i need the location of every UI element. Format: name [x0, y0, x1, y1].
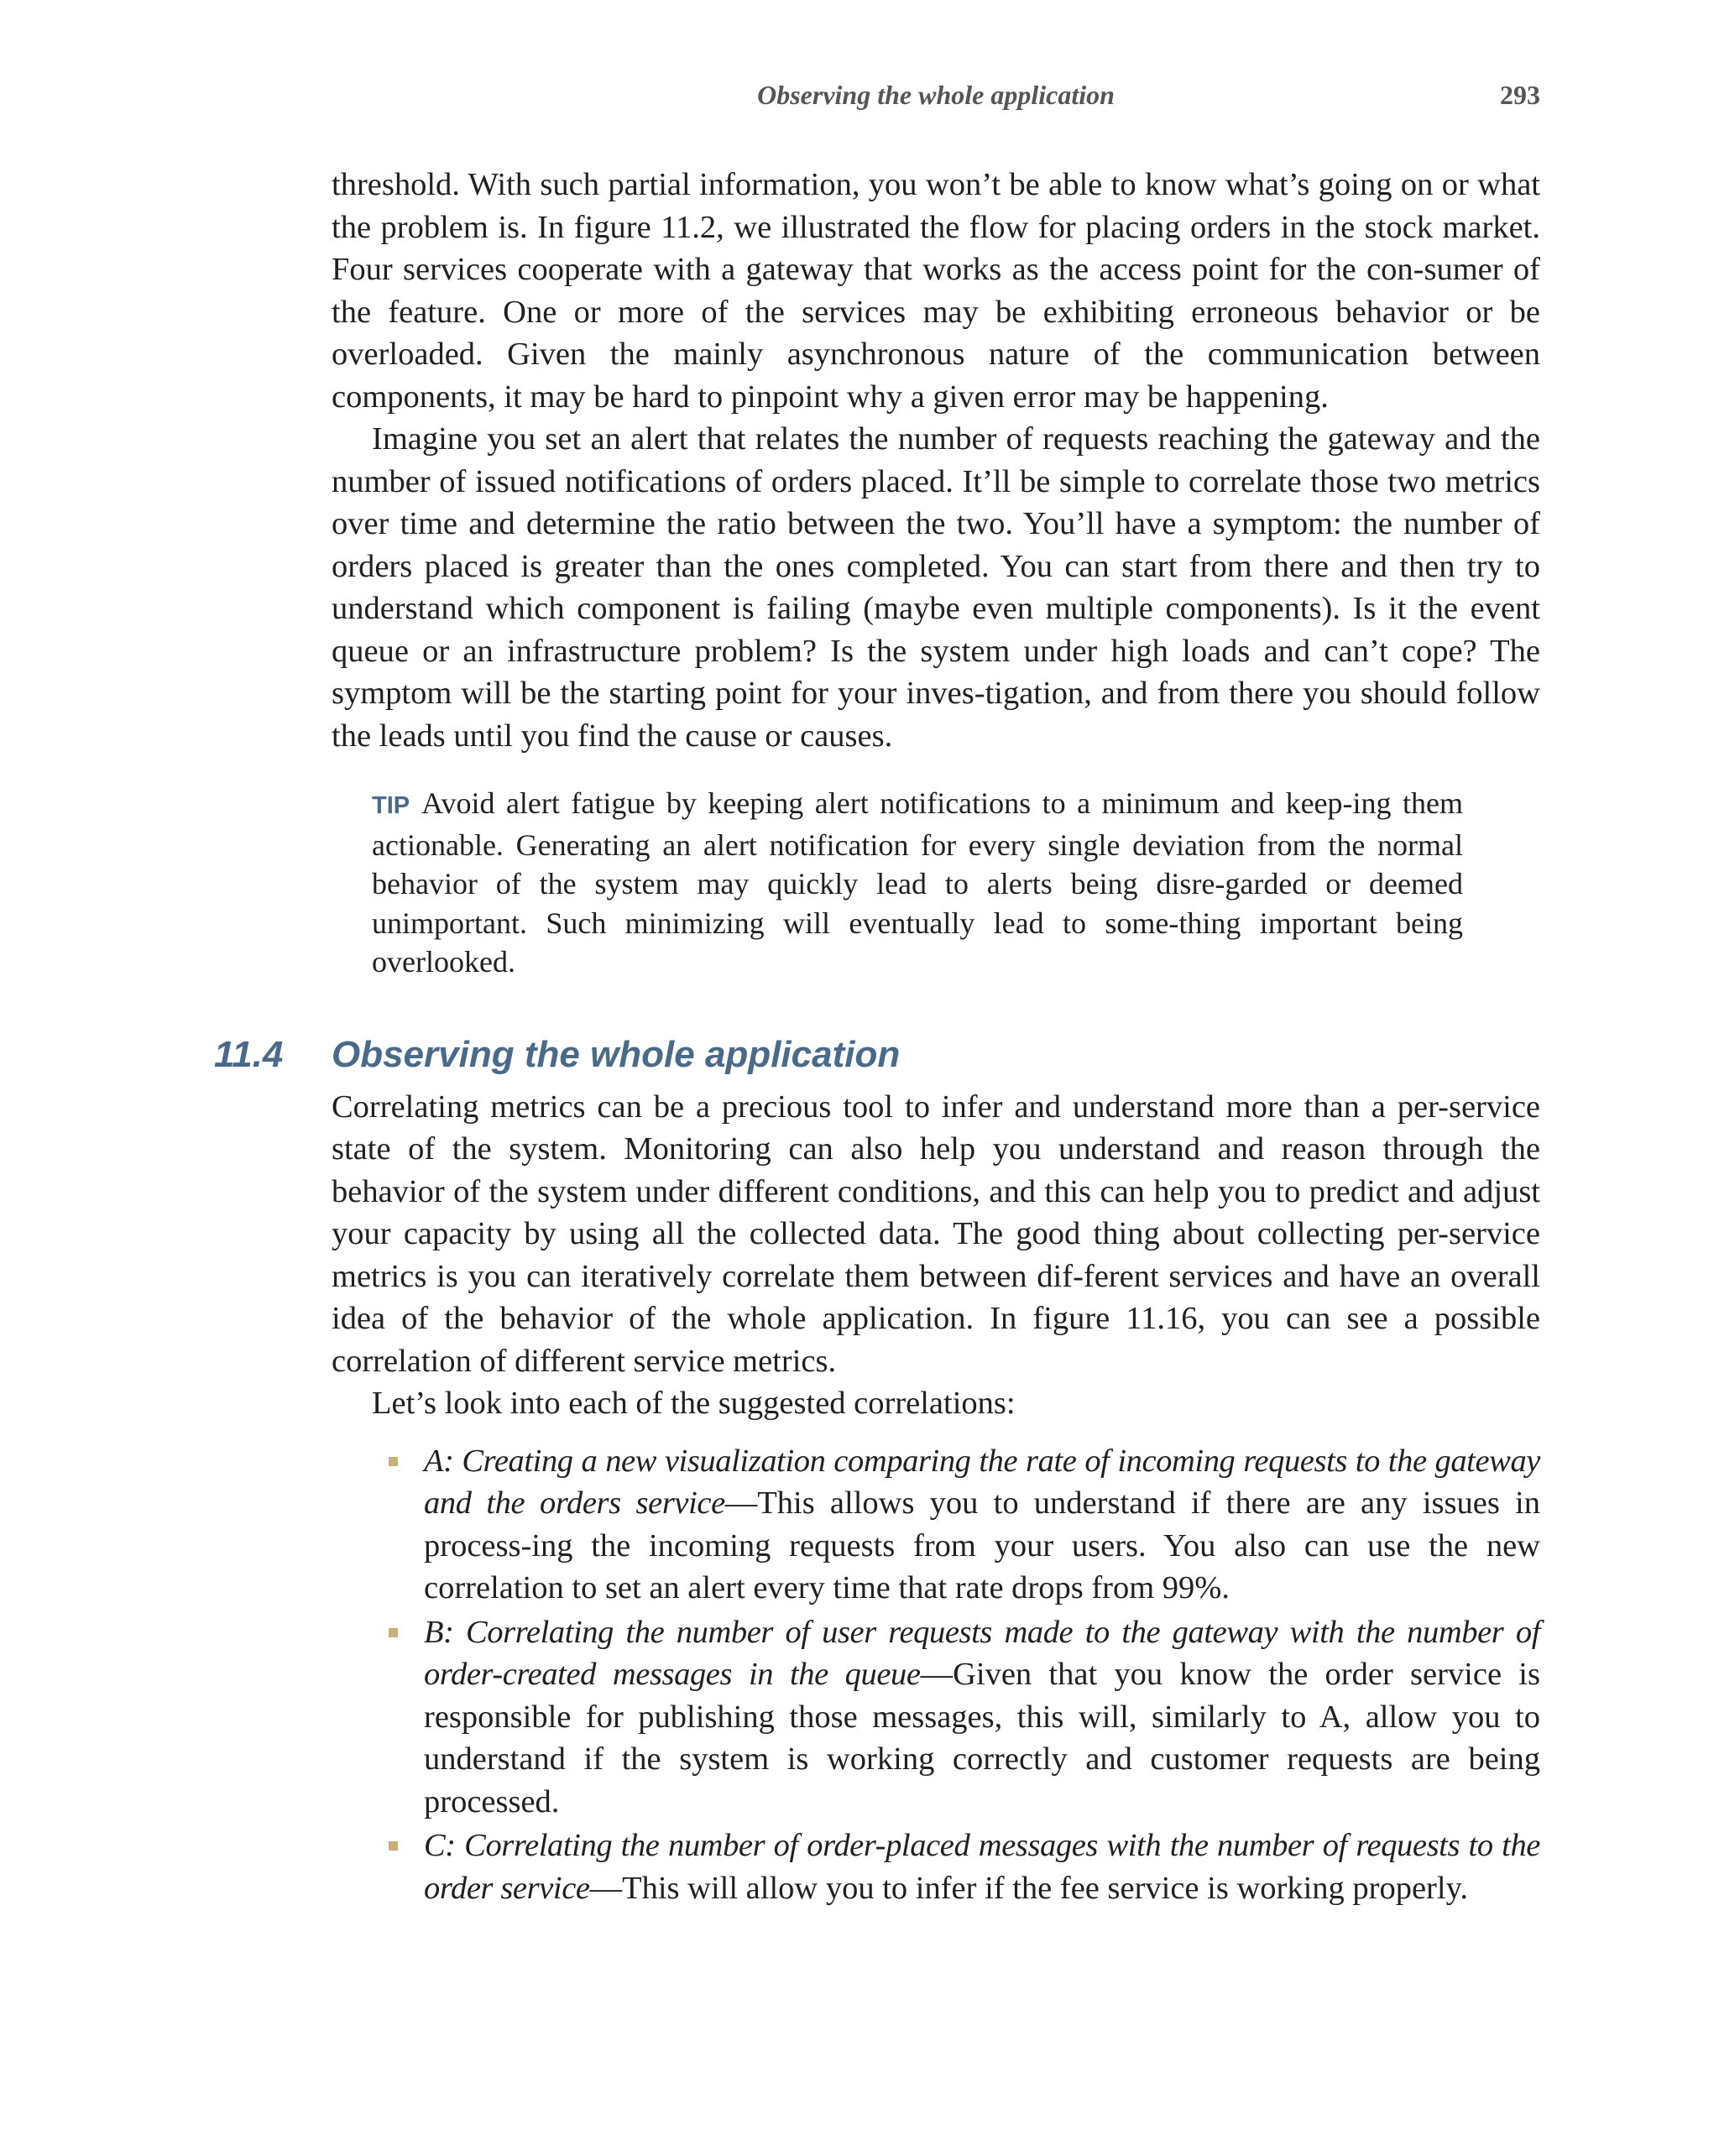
square-bullet-icon — [389, 1628, 398, 1637]
running-title: Observing the whole application — [757, 80, 1115, 110]
list-item-text: —This will allow you to infer if the fee service is working properly. — [589, 1870, 1468, 1906]
list-item-lead: C: Correlating the number of order-placed messages with the number of requests to the order service — [424, 1828, 1540, 1906]
page-number: 293 — [1500, 80, 1540, 110]
square-bullet-icon — [389, 1841, 398, 1851]
body-paragraph: threshold. With such partial information, you won’t be able to know what’s going on or what the problem is. In figure 11.2, we illustrated the flow for placing orders in the stock market. Four services cooperate with a gateway that works as the access point for the con-sumer of the feature. One or more of the services may be exhibiting erroneous behavior or be overloaded. Given the mainly asynchronous nature of the communication between components, it may be hard to pinpoint why a given error may be happening. — [332, 167, 1540, 415]
square-bullet-icon — [389, 1457, 398, 1466]
tip-label: TIP — [372, 792, 410, 819]
page-content — [214, 164, 1541, 1911]
body-paragraph: Correlating metrics can be a precious tool to infer and understand more than a per-service state of the system. Monitoring can also help you understand and reason through the behavior of the system under different conditions, and this can help you to predict and adjust your capacity by using all the collected data. The good thing about collecting per-service metrics is you can iteratively correlate them between dif-ferent services and have an overall idea of the behavior of the whole application. In figure 11.16, you can see a possible correlation of different service metrics. — [332, 1088, 1540, 1379]
list-item-lead: A: Creating a new visualization comparing the rate of incoming requests to the gateway and the orders service — [424, 1443, 1540, 1521]
body-paragraph: Imagine you set an alert that relates the number of requests reaching the gateway and the number of issued notifications of orders placed. It’ll be simple to correlate those two metrics over time and determine the ratio between the two. You’ll have a symptom: the number of orders placed is greater than the ones completed. You can start from there and then try to understand which component is failing (maybe even multiple components). Is it the event queue or an infrastructure problem? Is the system under high loads and can’t cope? The symptom will be the starting point for your inves-tigation, and from there you should follow the leads until you find the cause or causes. — [332, 421, 1540, 754]
list-item-text: —Given that you know the order service is responsible for publishing those messages, this will, similarly to A, allow you to understand if the system is working correctly and customer requests are being processed. — [424, 1657, 1540, 1819]
running-head — [332, 80, 1540, 122]
list-item-lead: B: Correlating the number of user requests made to the gateway with the number of order-created messages in the queue — [424, 1614, 1540, 1692]
correlation-list — [332, 1440, 1540, 1910]
tip-box — [372, 784, 1463, 982]
list-item — [332, 1611, 1540, 1824]
section-title: Observing the whole application — [332, 1033, 901, 1075]
list-item — [332, 1440, 1540, 1610]
section-heading — [214, 1033, 1540, 1086]
list-item-text: —This allows you to understand if there are any issues in process-ing the incoming requests from your users. You also can use the new correlation to set an alert every time that rate drops from 99%. — [424, 1485, 1541, 1605]
body-paragraph: Let’s look into each of the suggested correlations: — [372, 1386, 1016, 1421]
list-item — [332, 1825, 1540, 1909]
tip-text: Avoid alert fatigue by keeping alert notifications to a minimum and keep-ing them actionable. Generating an alert notification for every single deviation from the normal behavior of the system may quickly lead to alerts being disre-garded or deemed unimportant. Such minimizing will eventually lead to some-thing important being overlooked. — [372, 786, 1463, 979]
section-number: 11.4 — [214, 1033, 284, 1075]
